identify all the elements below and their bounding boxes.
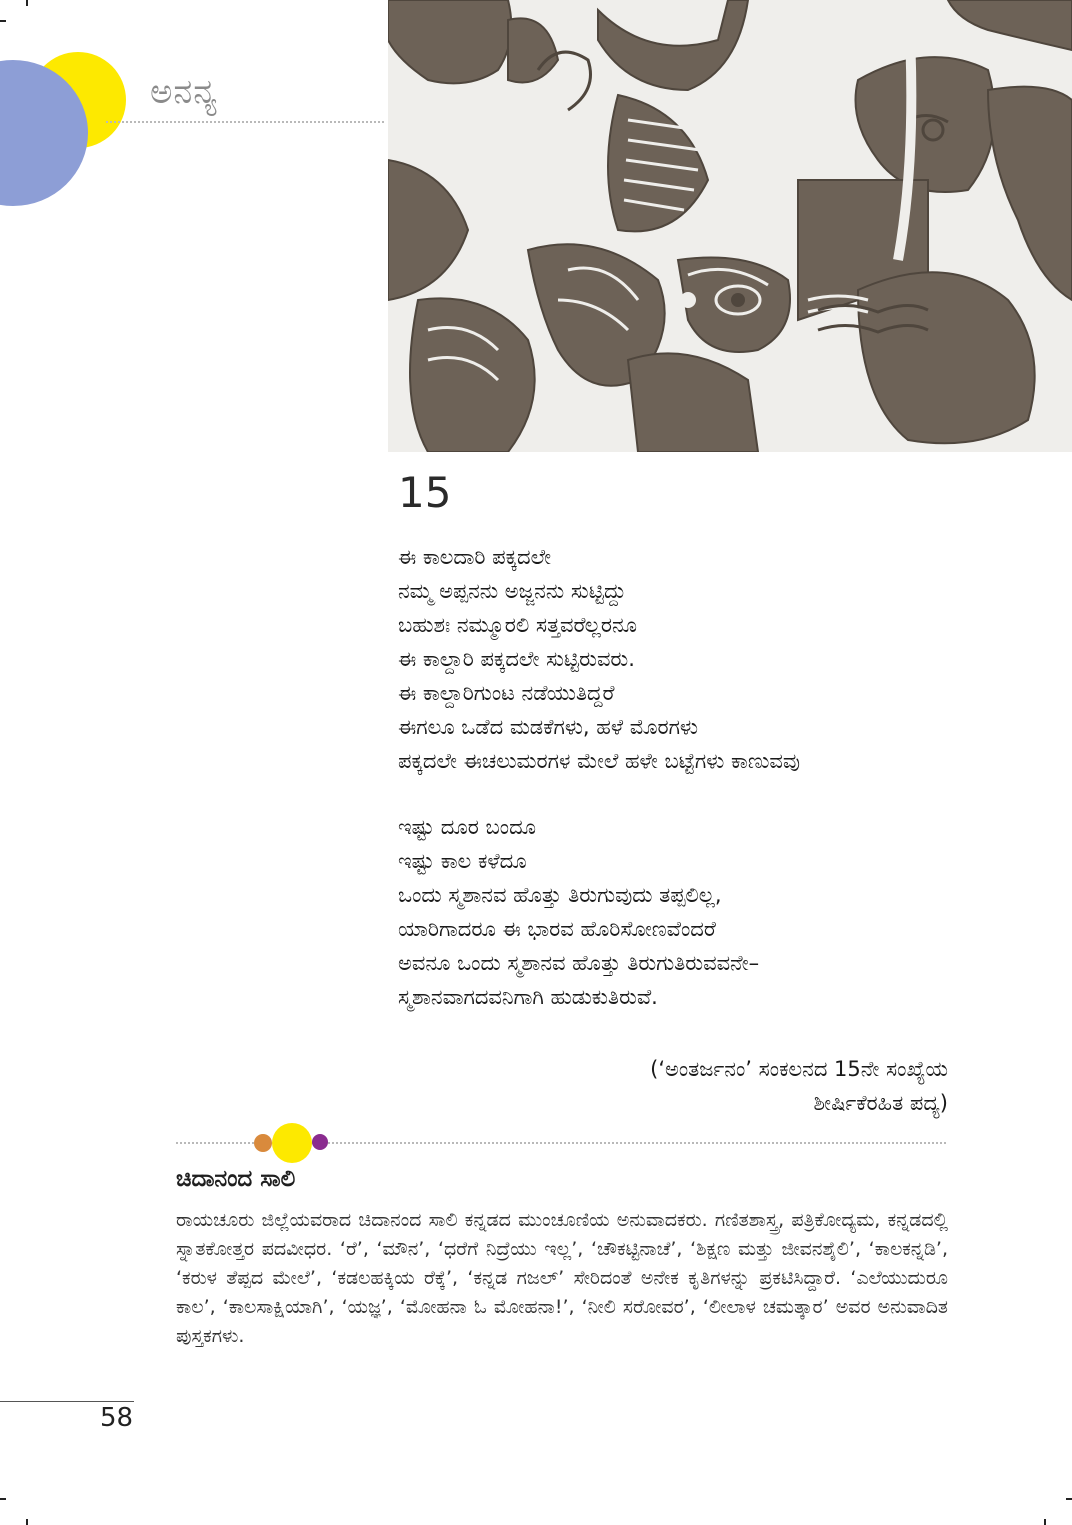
author-bio: ರಾಯಚೂರು ಜಿಲ್ಲೆಯವರಾದ ಚಿದಾನಂದ ಸಾಲಿ ಕನ್ನಡದ ಮುಂಚೂಣಿಯ ಅನುವಾದಕರು. ಗಣಿತಶಾಸ್ತ್ರ, ಪತ್ರಿಕೋದ್ಯಮ, ಕನ್ನಡದಲ್ಲಿ ಸ್ನಾತಕೋತ್ತರ ಪದವೀಧರ. ‘ರೆ’, ‘ಮೌನ’, ‘ಧರೆಗೆ ನಿದ್ರೆಯು ಇಲ್ಲ’, ‘ಚೌಕಟ್ಟಿನಾಚೆ’, ‘ಶಿಕ್ಷಣ ಮತ್ತು ಜೀವನಶೈಲಿ’, ‘ಕಾಲಕನ್ನಡಿ’, ‘ಕರುಳ ತೆಪ್ಪದ ಮೇಲೆ’, ‘ಕಡಲಹಕ್ಕಿಯ ರೆಕ್ಕೆ’, ‘ಕನ್ನಡ ಗಜಲ್’ ಸೇರಿದಂತೆ ಅನೇಕ ಕೃತಿಗಳನ್ನು ಪ್ರಕಟಿಸಿದ್ದಾರೆ. ‘ಎಲೆಯುದುರೂ ಕಾಲ’, ‘ಕಾಲಸಾಕ್ಷಿಯಾಗಿ’, ‘ಯಜ್ಞ’, ‘ಮೋಹನಾ ಓ ಮೋಹನಾ!’, ‘ನೀಲಿ ಸರೋವರ’, ‘ಲೀಲಾಳ ಚಮತ್ಕಾರ’ ಅವರ ಅನುವಾದಿತ ಪುಸ್ತಕಗಳು. xyxy=(176,1209,948,1347)
source-line: ಶೀರ್ಷಿಕೆರಹಿತ ಪದ್ಯ) xyxy=(813,1091,948,1115)
poem-line: ಈಗಲೂ ಒಡೆದ ಮಡಕೆಗಳು, ಹಳೆ ಮೊರಗಳು xyxy=(398,715,699,739)
poem-line: ಬಹುಶಃ ನಮ್ಮೂರಲಿ ಸತ್ತವರೆಲ್ಲರನೂ xyxy=(398,613,638,637)
poem-line: ಈ ಕಾಲ್ದಾರಿಗುಂಟ ನಡೆಯುತಿದ್ದರೆ xyxy=(398,681,615,705)
poem-line: ಪಕ್ಕದಲೇ ಈಚಲುಮರಗಳ ಮೇಲೆ ಹಳೇ ಬಟ್ಟೆಗಳು ಕಾಣುವವು xyxy=(398,749,800,773)
crop-mark xyxy=(1044,1519,1046,1525)
poem-line: ಅವನೂ ಒಂದು ಸ್ಮಶಾನವ ಹೊತ್ತು ತಿರುಗುತಿರುವವನೇ– xyxy=(398,951,760,975)
author-separator xyxy=(176,1122,946,1162)
crop-mark xyxy=(26,0,28,6)
yellow-dot xyxy=(272,1123,312,1163)
page-number: 58 xyxy=(100,1403,134,1433)
poem-body xyxy=(398,540,958,1046)
poem-line: ಒಂದು ಸ್ಮಶಾನವ ಹೊತ್ತು ತಿರುಗುವುದು ತಪ್ಪಲಿಲ್ಲ, xyxy=(398,883,722,907)
purple-dot xyxy=(312,1134,328,1150)
author-name: ಚಿದಾನಂದ ಸಾಲಿ xyxy=(176,1166,296,1192)
poem-line: ಇಷ್ಟು ದೂರ ಬಂದೂ xyxy=(398,815,537,839)
poem-line: ಈ ಕಾಲ್ದಾರಿ ಪಕ್ಕದಲೇ ಸುಟ್ಟಿರುವರು. xyxy=(398,647,635,671)
poem-line: ನಮ್ಮ ಅಪ್ಪನನು ಅಜ್ಜನನು ಸುಟ್ಟಿದ್ದು xyxy=(398,579,627,603)
crop-mark xyxy=(1066,1498,1072,1500)
stanza xyxy=(398,540,958,778)
stanza xyxy=(398,810,958,1014)
poem-line: ಸ್ಮಶಾನವಾಗದವನಿಗಾಗಿ ಹುಡುಕುತಿರುವೆ. xyxy=(398,985,658,1009)
page-number-rule xyxy=(0,1401,134,1402)
source-line: (‘ಅಂತರ್ಜನಂ’ ಸಂಕಲನದ 15ನೇ ಸಂಖ್ಯೆಯ xyxy=(650,1057,948,1081)
illustration xyxy=(388,0,1072,452)
crop-mark xyxy=(0,1498,6,1500)
poem-line: ಇಷ್ಟು ಕಾಲ ಕಳೆದೂ xyxy=(398,849,527,873)
orange-dot xyxy=(254,1134,272,1152)
header-dotted-rule xyxy=(106,121,384,123)
crop-mark xyxy=(0,20,6,22)
poem-source-note xyxy=(650,1052,948,1120)
section-title: ಅನನ್ಯ xyxy=(150,72,218,112)
poem-number: 15 xyxy=(398,468,452,517)
poem-line: ಈ ಕಾಲದಾರಿ ಪಕ್ಕದಲೇ xyxy=(398,545,552,569)
crop-mark xyxy=(26,1519,28,1525)
poem-line: ಯಾರಿಗಾದರೂ ಈ ಭಾರವ ಹೊರಿಸೋಣವೆಂದರೆ xyxy=(398,917,716,941)
